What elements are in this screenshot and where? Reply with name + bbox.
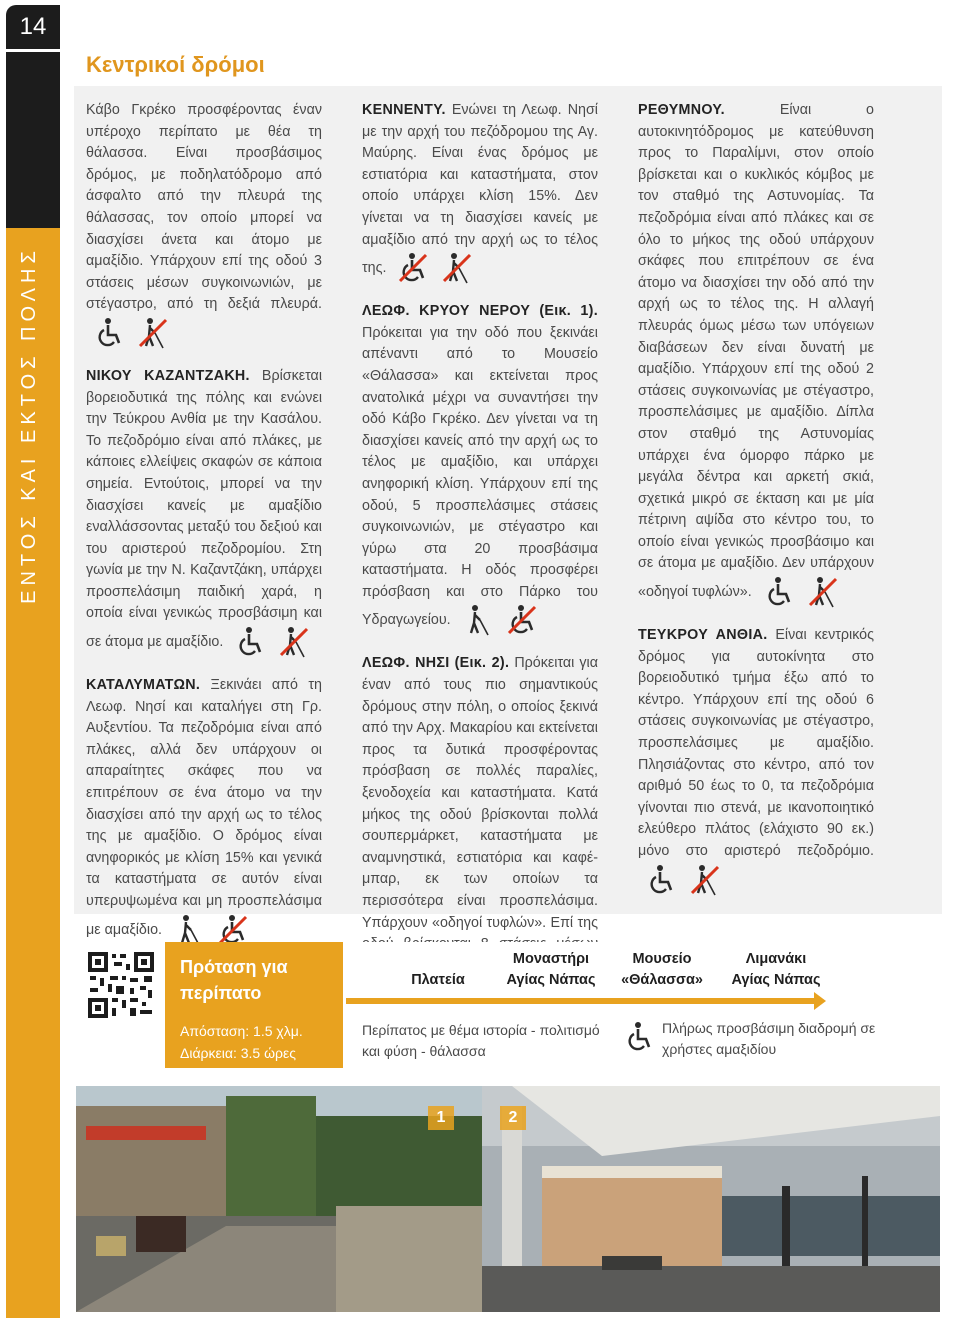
- photo-street-2: [482, 1086, 940, 1312]
- icon-group: [396, 251, 474, 285]
- no-blind-guide-icon: [688, 863, 722, 897]
- route-stop-4-line1: Λιμανάκι: [745, 951, 807, 967]
- no-wheelchair-icon: [505, 603, 539, 637]
- route-stop-1-label: Πλατεία: [411, 972, 465, 988]
- entry-kryou-figure-ref: (Εικ. 1).: [539, 303, 598, 320]
- icon-group: [233, 625, 311, 659]
- photo-1-badge: 1: [428, 1106, 454, 1130]
- entry-nisi-heading: ΛΕΩΦ. ΝΗΣΙ: [362, 655, 450, 672]
- entry-intro-body: Κάβο Γκρέκο προσφέροντας έναν υπέροχο περίπατο με θέα τη θάλασσα. Είναι προσβάσιμος δρόμος, με ποδηλατόδρομο από άσφαλτο από την πλευρά της θάλασσας, τον οποίο μπορεί να διασχίσει άνετα και άτομο με αμαξίδιο. Υπάρχουν επί της οδού 3 στάσεις μέσων συγκοινωνιών, με στέγαστρο, από τη δεξιά πλευρά.: [86, 102, 322, 313]
- no-blind-guide-icon: [277, 625, 311, 659]
- no-blind-guide-icon: [806, 575, 840, 609]
- page-number-box: [6, 5, 60, 49]
- icon-group: [762, 575, 840, 609]
- wheelchair-icon: [233, 625, 267, 659]
- photo-street-1: [76, 1086, 482, 1312]
- blind-person-icon: [461, 603, 495, 637]
- walk-accessibility: Πλήρως προσβάσιμη διαδρομή σε χρήστες αμαξιδίου: [662, 1020, 876, 1057]
- entry-rethymnou-heading: ΡΕΘΥΜΝΟΥ.: [638, 102, 725, 118]
- entry-kryou-body: Πρόκειται για την οδό που ξεκινάει απέναντι από το Μουσείο «Θάλασσα» και εκτείνεται προς ανατολικά μέχρι να συναντήσει την οδό Κάβο Γκρέκο. Δεν γίνεται να τη διασχίσει κανείς από την αρχή ως το τέλος με αμαξίδιο, και υπάρχει ανηφορική κλίση. Υπάρχουν επί της οδού, 5 προσπελάσιμες στάσεις συγκοινωνιών, με στέγαστρο και γύρω στα 20 προσβάσιμα καταστήματα. Η οδός προσφέρει πρόσβαση και στο Πάρκο του Υδραγωγείου.: [362, 324, 598, 629]
- column-1: [86, 100, 322, 963]
- route-stop-4: [724, 949, 828, 991]
- entry-kennedy-heading: ΚΕΝΝΕΝΤΥ.: [362, 102, 446, 118]
- entry-kazantzaki-body: Βρίσκεται βορειοδυτικά της πόλης και ενώνει την Τεύκρου Ανθία με την Κασάλου. Το πεζοδρόμιο είναι από πλάκες, με κάποιες ελλείψεις σκαφών σε κάποια σημεία. Εντούτοις, μπορεί να την διασχίσει κανείς με αμαξίδιο εναλλάσσοντας μεταξύ του δεξιού και του αριστερού πεζοδρομίου. Στη γωνία με την Ν. Καζαντζάκη, υπάρχει προσπελάσιμη παιδική χαρά, η οποία είναι γενικώς προσβάσιμη και σε άτομα με αμαξίδιο.: [86, 367, 322, 650]
- entry-katalymaton-heading: ΚΑΤΑΛΥΜΑΤΩΝ.: [86, 677, 201, 694]
- walk-description: Περίπατος με θέμα ιστορία - πολιτισμό και φύση - θάλασσα: [362, 1022, 600, 1059]
- section-title: Κεντρικοί δρόμοι: [86, 52, 265, 77]
- sidebar: [0, 0, 60, 1318]
- route-stop-2: [496, 949, 606, 991]
- entry-kazantzaki: [86, 366, 322, 659]
- entry-nisi-figure-ref: (Εικ. 2).: [454, 655, 510, 672]
- wheelchair-icon: [622, 1020, 656, 1054]
- entry-teukrou-heading: ΤΕΥΚΡΟΥ ΑΝΘΙΑ.: [638, 627, 768, 644]
- sidebar-label: ΕΝΤΟΣ ΚΑΙ ΕΚΤΟΣ ΠΟΛΗΣ: [18, 246, 40, 604]
- no-blind-guide-icon: [136, 316, 170, 350]
- wheelchair-icon: [762, 575, 796, 609]
- route-stop-2-line2: Αγίας Νάπας: [506, 972, 596, 988]
- route-line: [346, 998, 816, 1004]
- route-stop-1: [396, 970, 480, 991]
- icon-group: [461, 603, 539, 637]
- wheelchair-icon: [92, 316, 126, 350]
- entry-nisi: [362, 653, 598, 977]
- photo-2-badge: 2: [500, 1106, 526, 1130]
- entry-teukrou-body: Είναι κεντρικός δρόμος για αυτοκίνητα στο βορειοδυτικό τμήμα έξω από το κέντρο. Υπάρχουν επί της οδού 6 στάσεις συγκοινωνίας με στέγαστρο, προσπελάσιμες με αμαξίδιο. Πλησιάζοντας στο κέντρο, από τον αριθμό 50 έως το 0, τα πεζοδρόμια γίνονται πιο στενά, με ικανοποιητικό ελεύθερο πλάτος (ελάχιστο 90 εκ.) μόνο στο αριστερό πεζοδρόμιο.: [638, 627, 875, 859]
- entry-katalymaton-body: Ξεκινάει από τη Λεωφ. Νησί και καταλήγει στη Γρ. Αυξεντίου. Τα πεζοδρόμια είναι από πλάκες, αλλά δεν υπάρχουν οι απαραίτητες σκάφες που να επιτρέπουν σε ένα άτομο να την διασχίσει από την αρχή ως το τέλος της με αμαξίδιο. Ο δρόμος είναι ανηφορικός με κλίση 15% και γενικά τα καταστήματα σε αυτόν είναι υπερυψωμένα και μη προσπελάσιμα με αμαξίδιο.: [86, 677, 322, 938]
- entry-kryou-nerou: [362, 301, 598, 637]
- walk-duration: Διάρκεια: 3.5 ώρες: [180, 1045, 296, 1061]
- entry-rethymnou-body: Είναι ο αυτοκινητόδρομος με κατεύθυνση προς το Παραλίμνι, στον οποίο βρίσκεται και ο κυκλικός κόμβος με τον σταθμό της Αστυνομίας. Τα πεζοδρόμια είναι από πλάκες και σε όλο το μήκος της οδού υπάρχουν σκάφες που επιτρέπουν σε ένα άτομο να διασχίσει την οδό από την αρχή ως το τέλος της. Η αλλαγή πλευράς όμως μέσω των υπόγειων διαβάσεων δεν είναι δυνατή με αμαξίδιο. Υπάρχουν επί της οδού 2 στάσεις συγκοινωνίας με στέγαστρο, προσπελάσιμες με αμαξίδιο. Δίπλα στον σταθμό της Αστυνομίας υπάρχει ένα όμορφο πάρκο με μεγάλα δέντρα και αρκετή σκιά, σχετικά μικρό σε έκταση και με μία πέτρινη αψίδα στο κέντρο του, το οποίο είναι γενικώς προσβάσιμο και σε άτομα με αμαξίδιο. Δεν υπάρχουν «οδηγοί τυφλών».: [638, 102, 874, 600]
- route-stop-3-line1: Μουσείο: [632, 951, 692, 967]
- entry-rethymnou: [638, 100, 874, 609]
- walk-meta: [180, 1020, 303, 1064]
- icon-group: [92, 316, 170, 350]
- entry-kennedy-body: Ενώνει τη Λεωφ. Νησί με την αρχή του πεζόδρομου της Αγ. Μαύρης. Είναι ένας δρόμος με εστιατόρια και καταστήματα, στον οποίο υπάρχει κλίση 15%. Δεν γίνεται να τη διασχίσει κανείς με αμαξίδιο από την αρχή ως το τέλος της.: [362, 102, 598, 276]
- no-blind-guide-icon: [440, 251, 474, 285]
- walk-distance: Απόσταση: 1.5 χλμ.: [180, 1023, 303, 1039]
- no-wheelchair-icon: [396, 251, 430, 285]
- wheelchair-icon: [644, 863, 678, 897]
- entry-nisi-body: Πρόκειται για έναν από τους πιο σημαντικούς δρόμους στην πόλη, ο οποίος ξεκινά από την Αρχ. Μακαρίου και εκτείνεται προς τα δυτικά προσφέροντας πρόσβαση σε πολλές παραλίες, ξενοδοχεία και καταστήματα. Κατά μήκος της οδού βρίσκονται πολλά σουπερμάρκετ, καταστήματα με αναμνηστικά, εστιατόρια και καφέ-μπαρ, εκ των οποίων τα περισσότερα είναι προσπελάσιμα. Υπάρχουν «οδηγοί τυφλών». Επί της: [362, 655, 598, 931]
- entry-intro: [86, 100, 322, 350]
- route-stop-2-line1: Μοναστήρι: [512, 951, 590, 967]
- icon-group: [644, 863, 722, 897]
- qr-code-icon[interactable]: [86, 950, 156, 1020]
- entry-kryou-heading: ΛΕΩΦ. ΚΡΥΟΥ ΝΕΡΟΥ: [362, 303, 531, 320]
- column-3: [638, 100, 874, 913]
- route-stop-3-line2: «Θάλασσα»: [621, 972, 703, 988]
- route-stop-4-line2: Αγίας Νάπας: [731, 972, 821, 988]
- column-2: [362, 100, 598, 993]
- entry-kennedy: [362, 100, 598, 285]
- walk-title: Πρόταση για περίπατο: [180, 957, 288, 1003]
- route-arrow-icon: [814, 992, 826, 1010]
- entry-kazantzaki-heading: ΝΙΚΟΥ ΚΑΖΑΝΤΖΑΚΗ.: [86, 367, 250, 384]
- route-stop-3: [614, 949, 710, 991]
- page-number: 14: [19, 13, 47, 40]
- entry-katalymaton: [86, 675, 322, 947]
- entry-teukrou: [638, 625, 874, 897]
